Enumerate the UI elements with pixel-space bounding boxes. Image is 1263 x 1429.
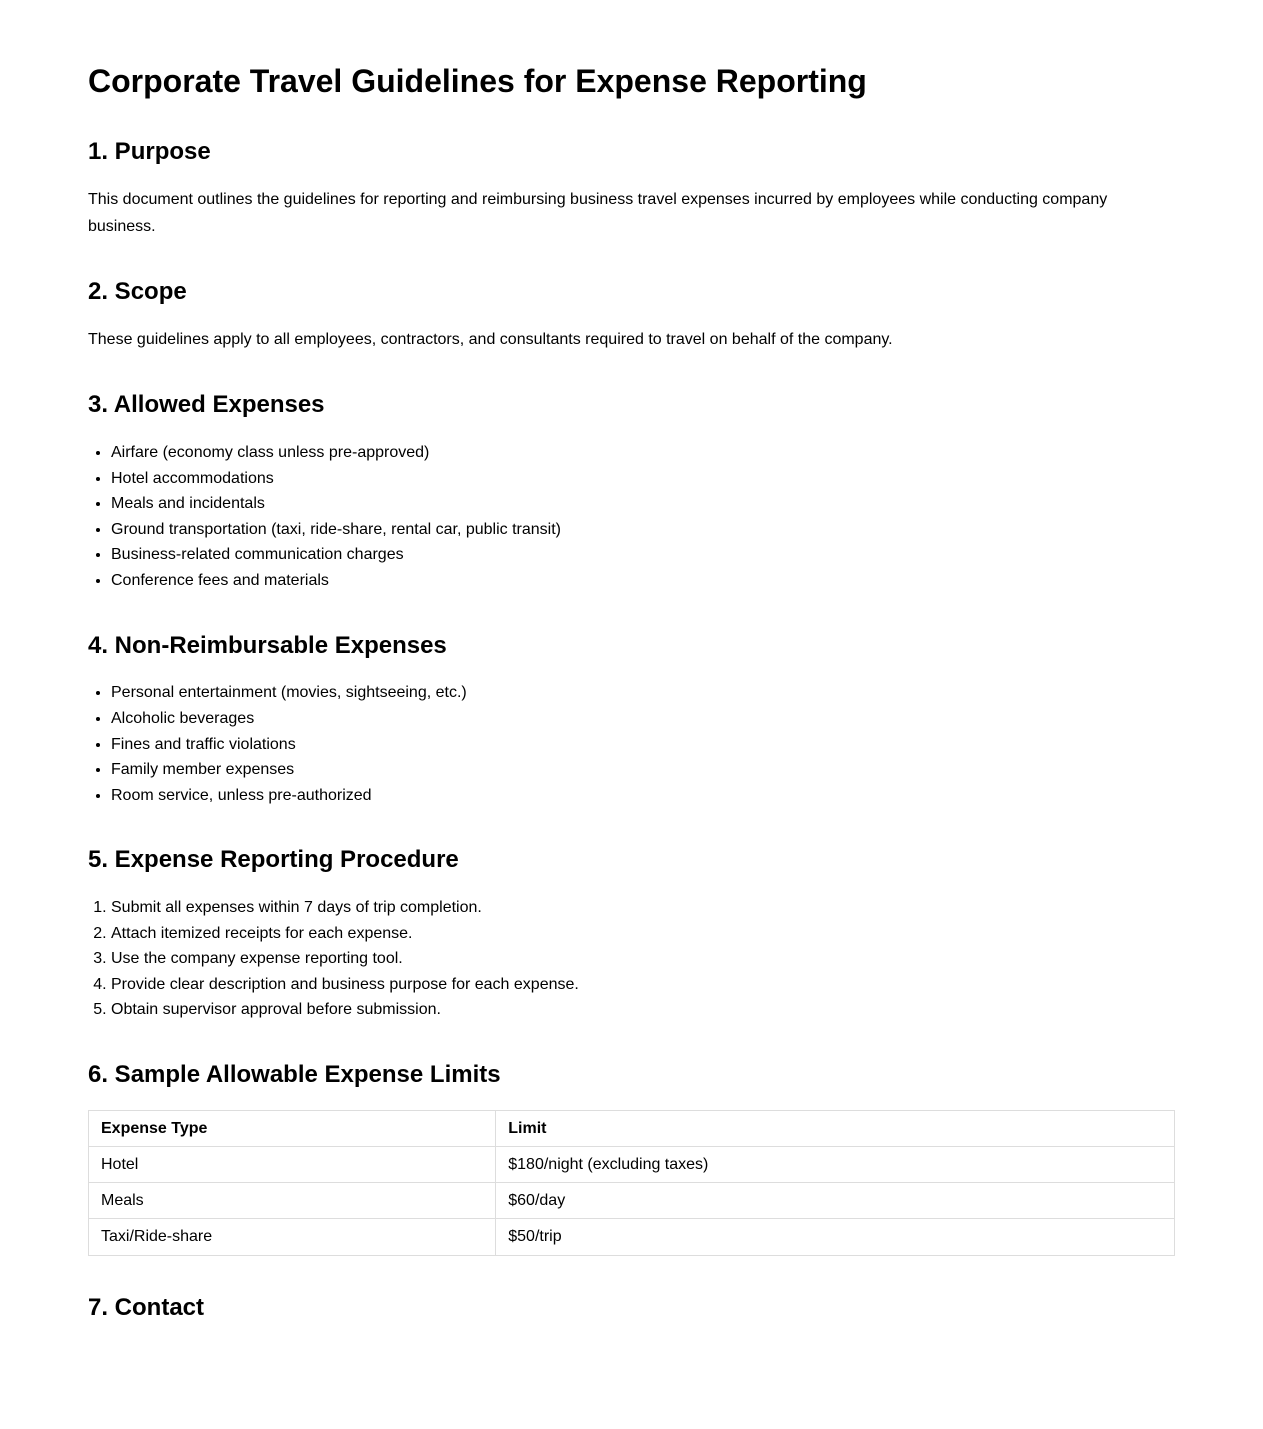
- list-item: 3. Use the company expense reporting tool.: [111, 946, 1175, 972]
- section-paragraph-scope: These guidelines apply to all employees, contractors, and consultants required to travel on behalf of the company.: [88, 330, 893, 348]
- list-item: • Hotel accommodations: [111, 466, 1175, 492]
- page-title: Corporate Travel Guidelines for Expense Reporting: [88, 63, 867, 99]
- list-item: • Family member expenses: [111, 757, 1175, 783]
- section-heading-procedure: 5. Expense Reporting Procedure: [88, 846, 459, 874]
- section-heading-allowed-expenses: 3. Allowed Expenses: [88, 391, 325, 419]
- table-cell-expense-type: Meals: [89, 1183, 496, 1219]
- list-item: • Airfare (economy class unless pre-approved): [111, 440, 1175, 466]
- procedure-steps-list: [88, 895, 1175, 1023]
- list-item: • Alcoholic beverages: [111, 706, 1175, 732]
- table-cell-expense-type: Taxi/Ride-share: [89, 1219, 496, 1255]
- non-reimbursable-list: [88, 680, 1175, 808]
- section-heading-non-reimbursable: 4. Non-Reimbursable Expenses: [88, 631, 447, 659]
- section-heading-contact-clipped: 7. Contact: [88, 1293, 205, 1321]
- allowed-expenses-list: [88, 440, 1175, 594]
- list-item: • Ground transportation (taxi, ride-share, rental car, public transit): [111, 517, 1175, 543]
- list-item: • Personal entertainment (movies, sightseeing, etc.): [111, 680, 1175, 706]
- list-item: 2. Attach itemized receipts for each expense.: [111, 921, 1175, 947]
- table-cell-expense-type: Hotel: [89, 1147, 496, 1183]
- table-header-expense-type: Expense Type: [89, 1110, 496, 1146]
- section-heading-scope: 2. Scope: [88, 277, 187, 305]
- list-item: 5. Obtain supervisor approval before submission.: [111, 997, 1175, 1023]
- list-item: 1. Submit all expenses within 7 days of trip completion.: [111, 895, 1175, 921]
- list-item: • Conference fees and materials: [111, 568, 1175, 594]
- clipped-section-container: [88, 1293, 1175, 1321]
- table-row: [89, 1147, 1175, 1183]
- section-heading-purpose: 1. Purpose: [88, 138, 211, 166]
- list-item: • Room service, unless pre-authorized: [111, 783, 1175, 809]
- table-cell-limit: $180/night (excluding taxes): [496, 1147, 1175, 1183]
- table-header-row: [89, 1110, 1175, 1146]
- table-row: [89, 1183, 1175, 1219]
- list-item: • Business-related communication charges: [111, 542, 1175, 568]
- list-item: • Fines and traffic violations: [111, 732, 1175, 758]
- section-heading-expense-limits: 6. Sample Allowable Expense Limits: [88, 1061, 501, 1089]
- expense-limits-table: [88, 1110, 1175, 1256]
- section-paragraph-purpose: This document outlines the guidelines for reporting and reimbursing business travel expenses incurred by employees while conducting company business.: [88, 191, 1108, 235]
- table-header-limit: Limit: [496, 1110, 1175, 1146]
- table-cell-limit: $50/trip: [496, 1219, 1175, 1255]
- list-item: 4. Provide clear description and business purpose for each expense.: [111, 972, 1175, 998]
- table-row: [89, 1219, 1175, 1255]
- list-item: • Meals and incidentals: [111, 491, 1175, 517]
- table-cell-limit: $60/day: [496, 1183, 1175, 1219]
